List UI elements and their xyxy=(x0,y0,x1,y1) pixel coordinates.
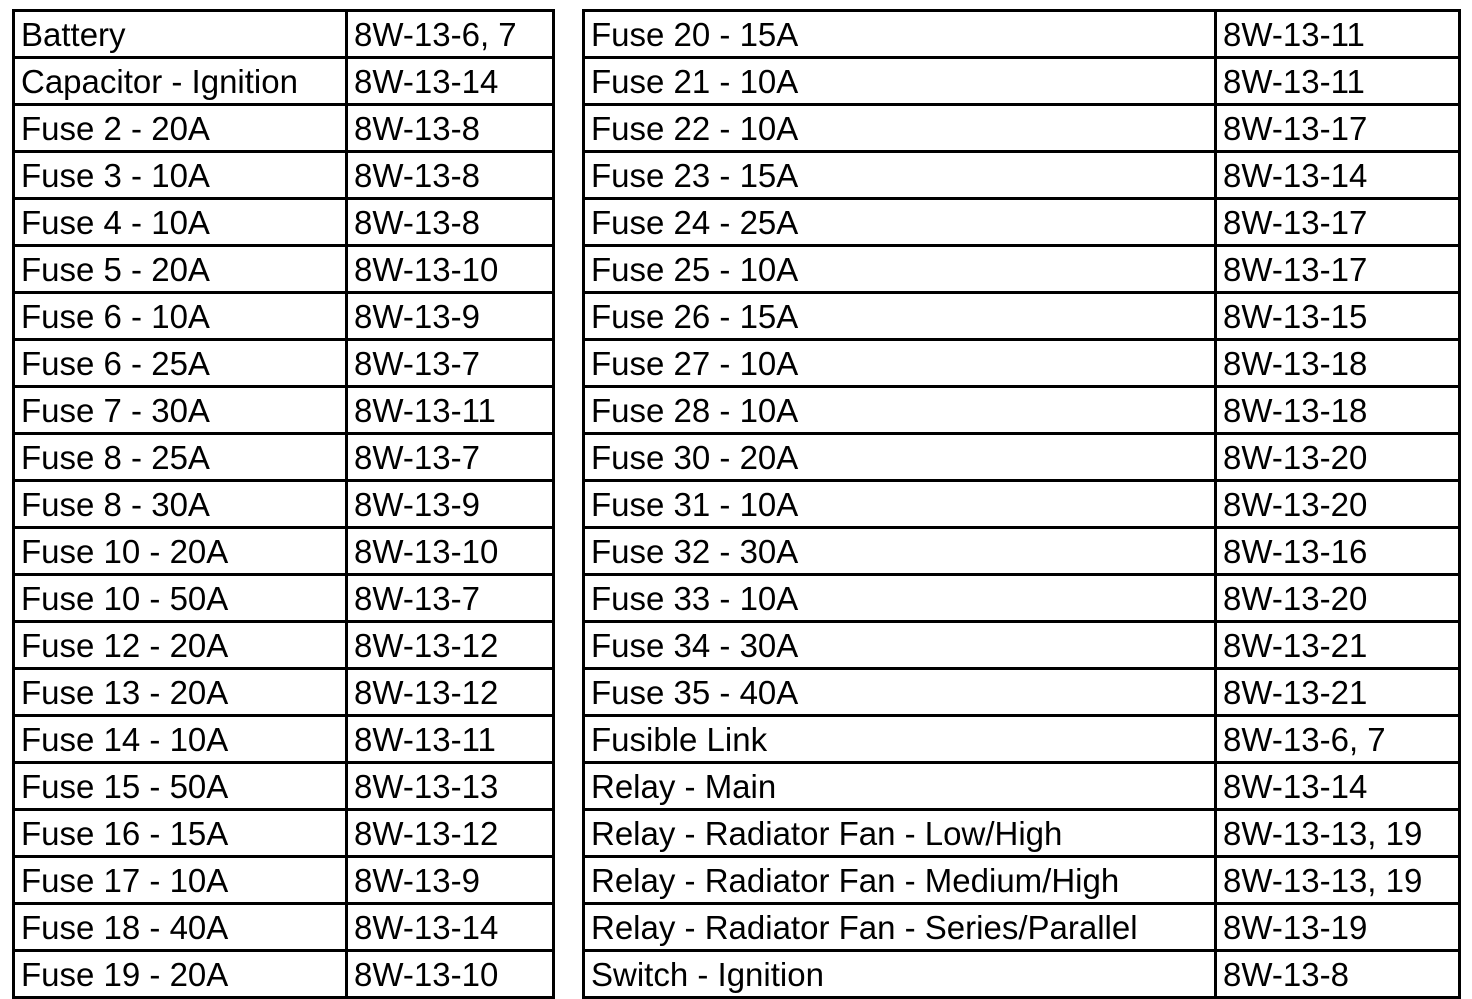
page-reference-cell: 8W-13-20 xyxy=(1216,481,1460,528)
page-reference-cell: 8W-13-12 xyxy=(347,669,554,716)
page-reference-cell: 8W-13-20 xyxy=(1216,434,1460,481)
component-name-cell: Relay - Radiator Fan - Medium/High xyxy=(584,857,1216,904)
component-name-cell: Fuse 8 - 25A xyxy=(14,434,347,481)
table-row xyxy=(584,58,1460,105)
component-name-cell: Fuse 14 - 10A xyxy=(14,716,347,763)
table-row xyxy=(584,716,1460,763)
component-name-cell: Fuse 7 - 30A xyxy=(14,387,347,434)
component-name-cell: Relay - Radiator Fan - Low/High xyxy=(584,810,1216,857)
component-name-cell: Fuse 6 - 10A xyxy=(14,293,347,340)
component-index-table-right xyxy=(582,9,1461,999)
component-name-cell: Fuse 3 - 10A xyxy=(14,152,347,199)
page-reference-cell: 8W-13-16 xyxy=(1216,528,1460,575)
table-row xyxy=(584,199,1460,246)
table-row xyxy=(584,763,1460,810)
page-reference-cell: 8W-13-8 xyxy=(347,105,554,152)
component-name-cell: Fuse 34 - 30A xyxy=(584,622,1216,669)
component-name-cell: Fuse 28 - 10A xyxy=(584,387,1216,434)
component-name-cell: Fuse 26 - 15A xyxy=(584,293,1216,340)
table-row xyxy=(14,152,554,199)
table-row xyxy=(14,340,554,387)
page-reference-cell: 8W-13-9 xyxy=(347,481,554,528)
page-reference-cell: 8W-13-14 xyxy=(1216,152,1460,199)
page-reference-cell: 8W-13-13 xyxy=(347,763,554,810)
table-row xyxy=(14,293,554,340)
component-name-cell: Fuse 21 - 10A xyxy=(584,58,1216,105)
page-reference-cell: 8W-13-14 xyxy=(347,58,554,105)
page-reference-cell: 8W-13-17 xyxy=(1216,199,1460,246)
component-name-cell: Fuse 31 - 10A xyxy=(584,481,1216,528)
page-reference-cell: 8W-13-13, 19 xyxy=(1216,857,1460,904)
component-name-cell: Fuse 6 - 25A xyxy=(14,340,347,387)
component-name-cell: Fuse 8 - 30A xyxy=(14,481,347,528)
page-reference-cell: 8W-13-10 xyxy=(347,246,554,293)
table-row xyxy=(14,11,554,58)
component-name-cell: Switch - Ignition xyxy=(584,951,1216,998)
table-row xyxy=(14,669,554,716)
page-reference-cell: 8W-13-15 xyxy=(1216,293,1460,340)
table-row xyxy=(14,481,554,528)
page-reference-cell: 8W-13-21 xyxy=(1216,622,1460,669)
table-row xyxy=(14,622,554,669)
component-name-cell: Fuse 2 - 20A xyxy=(14,105,347,152)
table-row xyxy=(584,387,1460,434)
table-body-left xyxy=(14,11,554,998)
page-reference-cell: 8W-13-9 xyxy=(347,293,554,340)
table-row xyxy=(584,293,1460,340)
page-reference-cell: 8W-13-6, 7 xyxy=(1216,716,1460,763)
table-row xyxy=(14,434,554,481)
table-row xyxy=(14,387,554,434)
component-name-cell: Fuse 20 - 15A xyxy=(584,11,1216,58)
page-reference-cell: 8W-13-8 xyxy=(347,199,554,246)
page-reference-cell: 8W-13-20 xyxy=(1216,575,1460,622)
table-row xyxy=(584,857,1460,904)
component-name-cell: Fuse 17 - 10A xyxy=(14,857,347,904)
table-row xyxy=(584,904,1460,951)
table-row xyxy=(14,528,554,575)
page-reference-cell: 8W-13-21 xyxy=(1216,669,1460,716)
component-name-cell: Relay - Main xyxy=(584,763,1216,810)
table-row xyxy=(584,11,1460,58)
table-row xyxy=(584,246,1460,293)
component-name-cell: Fuse 12 - 20A xyxy=(14,622,347,669)
table-row xyxy=(584,340,1460,387)
table-row xyxy=(14,763,554,810)
page-reference-cell: 8W-13-8 xyxy=(1216,951,1460,998)
component-name-cell: Fuse 13 - 20A xyxy=(14,669,347,716)
page-reference-cell: 8W-13-6, 7 xyxy=(347,11,554,58)
table-row xyxy=(14,857,554,904)
page-reference-cell: 8W-13-9 xyxy=(347,857,554,904)
table-row xyxy=(14,58,554,105)
component-name-cell: Fusible Link xyxy=(584,716,1216,763)
table-row xyxy=(584,575,1460,622)
page-reference-cell: 8W-13-19 xyxy=(1216,904,1460,951)
component-name-cell: Fuse 5 - 20A xyxy=(14,246,347,293)
component-name-cell: Fuse 32 - 30A xyxy=(584,528,1216,575)
component-name-cell: Fuse 24 - 25A xyxy=(584,199,1216,246)
component-name-cell: Relay - Radiator Fan - Series/Parallel xyxy=(584,904,1216,951)
component-name-cell: Fuse 22 - 10A xyxy=(584,105,1216,152)
table-row xyxy=(584,622,1460,669)
page-reference-cell: 8W-13-17 xyxy=(1216,105,1460,152)
table-row xyxy=(584,669,1460,716)
component-name-cell: Fuse 33 - 10A xyxy=(584,575,1216,622)
component-name-cell: Fuse 16 - 15A xyxy=(14,810,347,857)
component-name-cell: Fuse 18 - 40A xyxy=(14,904,347,951)
page-reference-cell: 8W-13-7 xyxy=(347,434,554,481)
page-reference-cell: 8W-13-12 xyxy=(347,622,554,669)
page-reference-cell: 8W-13-8 xyxy=(347,152,554,199)
component-index-table-left xyxy=(12,9,555,999)
table-row xyxy=(584,105,1460,152)
page-reference-cell: 8W-13-10 xyxy=(347,951,554,998)
table-row xyxy=(584,152,1460,199)
table-body-right xyxy=(584,11,1460,998)
table-row xyxy=(14,904,554,951)
component-name-cell: Fuse 15 - 50A xyxy=(14,763,347,810)
component-name-cell: Fuse 25 - 10A xyxy=(584,246,1216,293)
table-row xyxy=(14,105,554,152)
page-reference-cell: 8W-13-14 xyxy=(1216,763,1460,810)
table-row xyxy=(584,481,1460,528)
page-reference-cell: 8W-13-11 xyxy=(347,387,554,434)
page-reference-cell: 8W-13-14 xyxy=(347,904,554,951)
component-name-cell: Battery xyxy=(14,11,347,58)
page-reference-cell: 8W-13-11 xyxy=(347,716,554,763)
component-name-cell: Fuse 27 - 10A xyxy=(584,340,1216,387)
component-name-cell: Fuse 23 - 15A xyxy=(584,152,1216,199)
table-row xyxy=(14,575,554,622)
table-row xyxy=(14,246,554,293)
page-reference-cell: 8W-13-7 xyxy=(347,340,554,387)
page-reference-cell: 8W-13-18 xyxy=(1216,340,1460,387)
component-name-cell: Capacitor - Ignition xyxy=(14,58,347,105)
table-row xyxy=(14,810,554,857)
component-name-cell: Fuse 30 - 20A xyxy=(584,434,1216,481)
page-reference-cell: 8W-13-12 xyxy=(347,810,554,857)
component-name-cell: Fuse 4 - 10A xyxy=(14,199,347,246)
table-row xyxy=(14,199,554,246)
component-name-cell: Fuse 19 - 20A xyxy=(14,951,347,998)
page-reference-cell: 8W-13-18 xyxy=(1216,387,1460,434)
page-reference-cell: 8W-13-17 xyxy=(1216,246,1460,293)
page-reference-cell: 8W-13-11 xyxy=(1216,11,1460,58)
table-row xyxy=(584,810,1460,857)
page-reference-cell: 8W-13-7 xyxy=(347,575,554,622)
page-reference-cell: 8W-13-10 xyxy=(347,528,554,575)
page-reference-cell: 8W-13-13, 19 xyxy=(1216,810,1460,857)
table-row xyxy=(584,434,1460,481)
component-name-cell: Fuse 35 - 40A xyxy=(584,669,1216,716)
table-row xyxy=(14,716,554,763)
page-reference-cell: 8W-13-11 xyxy=(1216,58,1460,105)
component-index-sheet xyxy=(12,9,1455,993)
component-name-cell: Fuse 10 - 20A xyxy=(14,528,347,575)
component-name-cell: Fuse 10 - 50A xyxy=(14,575,347,622)
table-row xyxy=(584,528,1460,575)
